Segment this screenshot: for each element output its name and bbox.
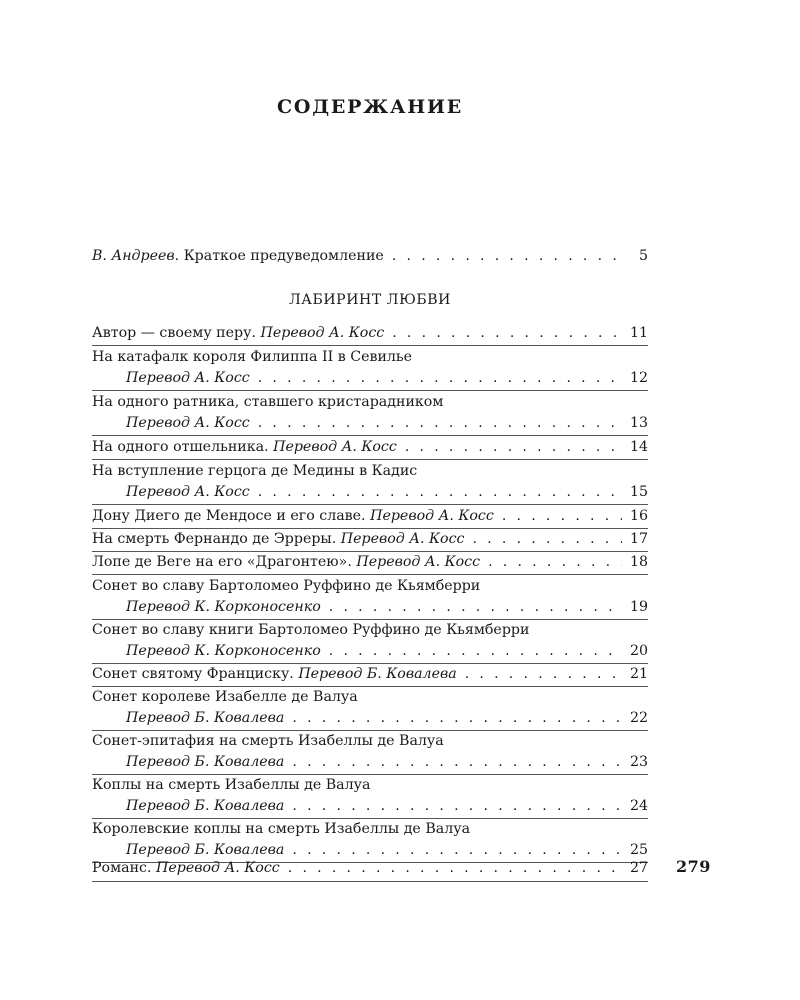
translator-credit: Перевод А. Косс — [126, 370, 250, 386]
toc-entry[interactable] — [92, 551, 648, 573]
toc-entry-text: Коплы на смерть Изабеллы де Валуа — [92, 777, 371, 793]
author-name: В. Андреев — [92, 248, 175, 264]
toc-entry-continuation[interactable] — [92, 707, 648, 729]
toc-entry-continuation[interactable] — [92, 481, 648, 503]
page-number: 18 — [629, 554, 648, 570]
page-number: 20 — [629, 643, 648, 659]
toc-entry-preface[interactable] — [92, 245, 648, 267]
toc-entry-text — [92, 857, 280, 879]
dot-leader — [292, 795, 622, 817]
entry-title: Лопе де Веге на его «Драгонтею». — [92, 554, 357, 570]
toc-entry-text: На катафалк короля Филиппа II в Севилье — [92, 349, 413, 365]
toc-entry[interactable] — [92, 730, 648, 752]
toc-entry-text — [92, 322, 384, 344]
entry-title: Автор — своему перу. — [92, 325, 261, 341]
toc-entry[interactable] — [92, 575, 648, 597]
entry-title: Дону Диего де Мендосе и его славе. — [92, 508, 371, 524]
dot-leader — [329, 640, 622, 662]
translator-credit: Перевод Б. Ковалева — [126, 710, 285, 726]
page-number: 13 — [629, 415, 648, 431]
page-number: 21 — [629, 666, 648, 682]
page-number: 11 — [629, 325, 648, 341]
toc-entry-text: Сонет-эпитафия на смерть Изабеллы де Валуа — [92, 733, 444, 749]
translator-credit: Перевод А. Косс — [126, 484, 250, 500]
translator-credit: Перевод А. Косс — [340, 531, 465, 547]
dot-leader — [472, 528, 622, 550]
folio-page-number: 279 — [676, 857, 711, 876]
page-title: СОДЕРЖАНИЕ — [276, 96, 464, 118]
dot-leader — [258, 481, 622, 503]
translator-credit: Перевод Б. Ковалева — [126, 754, 285, 770]
dot-leader — [488, 551, 622, 573]
translator-credit: Перевод А. Косс — [126, 415, 250, 431]
translator-credit: Перевод К. Корконосенко — [126, 599, 321, 615]
toc-entry[interactable] — [92, 619, 648, 641]
toc-entry-continuation[interactable] — [92, 367, 648, 389]
page-number: 19 — [629, 599, 648, 615]
toc-entry[interactable] — [92, 663, 648, 685]
dot-leader — [329, 596, 622, 618]
toc-entry[interactable] — [92, 857, 648, 879]
toc-entry-text: На вступление герцога де Медины в Кадис — [92, 463, 418, 479]
page-number: 22 — [629, 710, 648, 726]
row-divider — [92, 881, 648, 882]
toc-entry-text — [92, 245, 384, 267]
page-number: 27 — [629, 860, 648, 876]
dot-leader — [292, 707, 622, 729]
translator-credit: Перевод А. Косс — [260, 325, 385, 341]
toc-entry-text: Сонет во славу Бартоломео Руффино де Кьямберри — [92, 578, 481, 594]
toc-entry[interactable] — [92, 391, 648, 413]
toc-entry-text: Сонет во славу книги Бартоломео Руффино де Кьямберри — [92, 622, 530, 638]
toc-entry-text: Сонет королеве Изабелле де Валуа — [92, 689, 358, 705]
dot-leader — [502, 505, 622, 527]
toc-entry-continuation[interactable] — [92, 795, 648, 817]
translator-credit: Перевод А. Косс — [273, 439, 397, 455]
page-number: 17 — [629, 531, 648, 547]
dot-leader — [405, 436, 622, 458]
dot-leader — [292, 751, 622, 773]
toc-entry[interactable] — [92, 346, 648, 368]
entry-title: Романс. — [92, 860, 157, 876]
toc-entry[interactable] — [92, 505, 648, 527]
page-number: 25 — [629, 842, 648, 858]
page-number: 12 — [629, 370, 648, 386]
translator-credit: Перевод Б. Ковалева — [298, 666, 457, 682]
toc-entry-continuation[interactable] — [92, 412, 648, 434]
toc-entry-text — [92, 505, 494, 527]
translator-credit: Перевод А. Косс — [356, 554, 481, 570]
entry-title: На смерть Фернандо де Эрреры. — [92, 531, 341, 547]
toc-entry[interactable] — [92, 774, 648, 796]
entry-title: Сонет святому Франциску. — [92, 666, 299, 682]
page-number: 23 — [629, 754, 648, 770]
page-number: 24 — [629, 798, 648, 814]
dot-leader — [288, 857, 622, 879]
toc-entry-continuation[interactable] — [92, 596, 648, 618]
page-number: 15 — [629, 484, 648, 500]
toc-entry-text: На одного ратника, ставшего кристарадником — [92, 394, 444, 410]
page-number: 16 — [629, 508, 648, 524]
toc-entry[interactable] — [92, 322, 648, 344]
toc-entry-text — [92, 528, 464, 550]
dot-leader — [392, 245, 622, 267]
toc-entry[interactable] — [92, 528, 648, 550]
toc-entry-continuation[interactable] — [92, 751, 648, 773]
translator-credit: Перевод К. Корконосенко — [126, 643, 321, 659]
translator-credit: Перевод А. Косс — [156, 860, 280, 876]
dot-leader — [258, 412, 622, 434]
translator-credit: Перевод Б. Ковалева — [126, 798, 285, 814]
translator-credit: Перевод Б. Ковалева — [126, 842, 285, 858]
toc-entry-continuation[interactable] — [92, 640, 648, 662]
toc-entry-text — [92, 436, 397, 458]
toc-entry[interactable] — [92, 436, 648, 458]
dot-leader — [465, 663, 622, 685]
toc-entry[interactable] — [92, 460, 648, 482]
dot-leader — [258, 367, 622, 389]
dot-leader — [392, 322, 622, 344]
section-heading: ЛАБИРИНТ ЛЮБВИ — [289, 292, 451, 308]
entry-title: На одного отшельника. — [92, 439, 274, 455]
page-number: 5 — [638, 248, 648, 264]
toc-entry[interactable] — [92, 686, 648, 708]
toc-entry-text: Королевские коплы на смерть Изабеллы де Валуа — [92, 821, 471, 837]
toc-entry[interactable] — [92, 818, 648, 840]
toc-entry-text — [92, 663, 457, 685]
toc-entry-text — [92, 551, 480, 573]
translator-credit: Перевод А. Косс — [370, 508, 494, 524]
entry-title: . Краткое предуведомление — [174, 248, 384, 264]
page-number: 14 — [629, 439, 648, 455]
